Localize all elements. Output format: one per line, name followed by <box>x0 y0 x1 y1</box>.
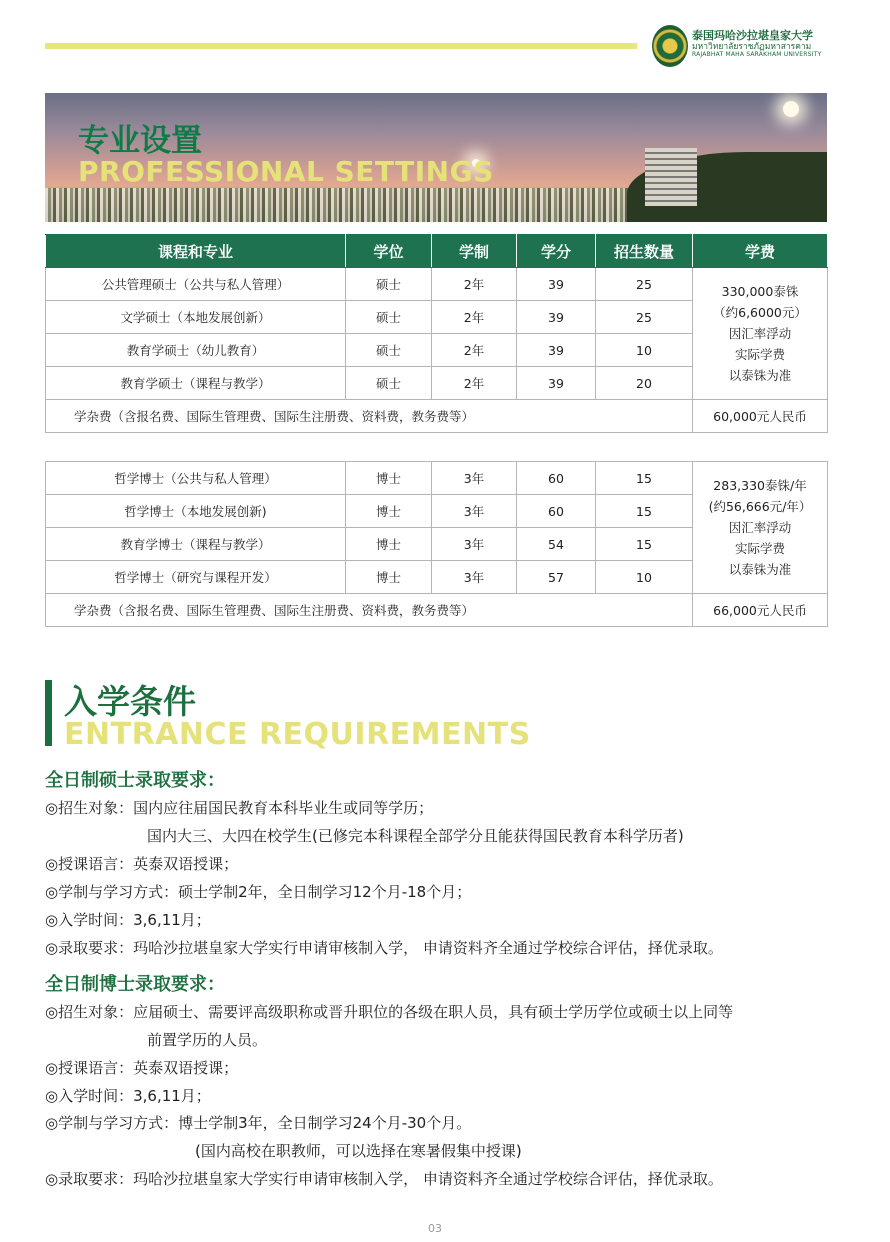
duration-cell: 3年 <box>432 495 517 528</box>
credits-cell: 57 <box>517 561 596 594</box>
program-cell: 文学硕士（本地发展创新） <box>46 301 346 334</box>
section-accent-bar <box>45 680 52 746</box>
section-title-cn: 入学条件 <box>64 682 196 721</box>
table-row <box>46 268 828 301</box>
req-line: ◎授课语言：英泰双语授课； <box>45 855 239 873</box>
tuition-line: 因汇率浮动 <box>728 326 792 341</box>
tuition-cell <box>693 462 828 594</box>
duration-cell: 3年 <box>432 462 517 495</box>
masters-fee-table <box>45 234 828 433</box>
misc-fee-row <box>46 594 828 627</box>
duration-cell: 2年 <box>432 301 517 334</box>
degree-cell: 博士 <box>346 462 432 495</box>
program-cell: 教育学博士（课程与教学） <box>46 528 346 561</box>
credits-cell: 54 <box>517 528 596 561</box>
duration-cell: 2年 <box>432 367 517 400</box>
credits-cell: 39 <box>517 334 596 367</box>
req-line: ◎授课语言：英泰双语授课； <box>45 1059 239 1077</box>
banner-title-en: PROFESSIONAL SETTINGS <box>78 155 494 188</box>
req-line: ◎招生对象：国内应往届国民教育本科毕业生或同等学历； <box>45 799 434 817</box>
tuition-line: 以泰铢为准 <box>728 368 792 383</box>
program-cell: 哲学博士（研究与课程开发） <box>46 561 346 594</box>
university-name <box>692 30 821 59</box>
req-line: 前置学历的人员。 <box>147 1031 268 1049</box>
program-cell: 教育学硕士（幼儿教育） <box>46 334 346 367</box>
credits-cell: 39 <box>517 268 596 301</box>
banner-title-cn: 专业设置 <box>78 123 202 159</box>
misc-fee-label: 学杂费（含报名费、国际生管理费、国际生注册费、资料费，教务费等） <box>46 400 693 433</box>
program-cell: 教育学硕士（课程与教学） <box>46 367 346 400</box>
header-enrollment: 招生数量 <box>596 235 693 268</box>
header-duration: 学制 <box>432 235 517 268</box>
program-cell: 公共管理硕士（公共与私人管理） <box>46 268 346 301</box>
table-header-row <box>46 235 828 268</box>
enrollment-cell: 15 <box>596 528 693 561</box>
program-cell: 哲学博士（本地发展创新) <box>46 495 346 528</box>
enrollment-cell: 10 <box>596 561 693 594</box>
duration-cell: 3年 <box>432 561 517 594</box>
tuition-line: 以泰铢为准 <box>728 562 792 577</box>
req-line: (国内高校在职教师，可以选择在寒暑假集中授课) <box>195 1142 522 1160</box>
degree-cell: 硕士 <box>346 268 432 301</box>
misc-fee-row <box>46 400 828 433</box>
degree-cell: 博士 <box>346 561 432 594</box>
credits-cell: 60 <box>517 462 596 495</box>
misc-fee-label: 学杂费（含报名费、国际生管理费、国际生注册费、资料费，教务费等） <box>46 594 693 627</box>
header-credits: 学分 <box>517 235 596 268</box>
tuition-line: (约56,666元/年） <box>708 499 812 514</box>
misc-fee-value: 60,000元人民币 <box>693 400 828 433</box>
credits-cell: 39 <box>517 301 596 334</box>
degree-cell: 硕士 <box>346 367 432 400</box>
enrollment-cell: 15 <box>596 462 693 495</box>
duration-cell: 2年 <box>432 334 517 367</box>
enrollment-cell: 25 <box>596 301 693 334</box>
degree-cell: 硕士 <box>346 301 432 334</box>
header-degree: 学位 <box>346 235 432 268</box>
tuition-line: 283,330泰铢/年 <box>713 478 807 493</box>
tuition-line: 实际学费 <box>734 541 785 556</box>
req-line: ◎学制与学习方式：硕士学制2年，全日制学习12个月-18个月； <box>45 883 472 901</box>
req-line: ◎录取要求：玛哈沙拉堪皇家大学实行申请审核制入学， 申请资料齐全通过学校综合评估，择优录取。 <box>45 939 723 957</box>
header-tuition: 学费 <box>693 235 828 268</box>
tuition-line: 实际学费 <box>734 347 785 362</box>
banner-building <box>645 148 697 206</box>
tuition-line: 因汇率浮动 <box>728 520 792 535</box>
tuition-line: 330,000泰铢 <box>721 284 799 299</box>
stadium-light-icon <box>783 101 799 117</box>
doctors-req-heading: 全日制博士录取要求： <box>45 974 225 995</box>
req-line: ◎学制与学习方式：博士学制3年，全日制学习24个月-30个月。 <box>45 1114 472 1132</box>
university-name-cn: 泰国玛哈沙拉堪皇家大学 <box>692 29 813 42</box>
program-cell: 哲学博士（公共与私人管理） <box>46 462 346 495</box>
enrollment-cell: 20 <box>596 367 693 400</box>
header-program: 课程和专业 <box>46 235 346 268</box>
doctors-fee-table <box>45 461 828 627</box>
enrollment-cell: 15 <box>596 495 693 528</box>
university-name-th: มหาวิทยาลัยราชภัฏมหาสารคาม <box>692 41 812 52</box>
professional-settings-banner <box>45 93 827 222</box>
req-line: ◎招生对象：应届硕士、需要评高级职称或晋升职位的各级在职人员，具有硕士学历学位或硕士以上同等 <box>45 1003 734 1021</box>
table-row <box>46 462 828 495</box>
header-accent-bar <box>45 43 637 49</box>
degree-cell: 博士 <box>346 528 432 561</box>
section-title-en: ENTRANCE REQUIREMENTS <box>64 717 531 752</box>
enrollment-cell: 25 <box>596 268 693 301</box>
enrollment-cell: 10 <box>596 334 693 367</box>
degree-cell: 博士 <box>346 495 432 528</box>
tuition-cell <box>693 268 828 400</box>
duration-cell: 2年 <box>432 268 517 301</box>
credits-cell: 39 <box>517 367 596 400</box>
masters-req-heading: 全日制硕士录取要求： <box>45 770 225 791</box>
req-line: ◎录取要求：玛哈沙拉堪皇家大学实行申请审核制入学， 申请资料齐全通过学校综合评估，择优录取。 <box>45 1170 723 1188</box>
duration-cell: 3年 <box>432 528 517 561</box>
req-line: ◎入学时间：3,6,11月； <box>45 1087 211 1105</box>
tuition-line: （约6,6000元） <box>713 305 807 320</box>
misc-fee-value: 66,000元人民币 <box>693 594 828 627</box>
university-seal-icon <box>652 25 688 67</box>
university-name-en: RAJABHAT MAHA SARAKHAM UNIVERSITY <box>692 51 822 59</box>
degree-cell: 硕士 <box>346 334 432 367</box>
page-number: 03 <box>428 1222 442 1235</box>
req-line: ◎入学时间：3,6,11月； <box>45 911 211 929</box>
req-line: 国内大三、大四在校学生(已修完本科课程全部学分且能获得国民教育本科学历者) <box>147 827 684 845</box>
credits-cell: 60 <box>517 495 596 528</box>
